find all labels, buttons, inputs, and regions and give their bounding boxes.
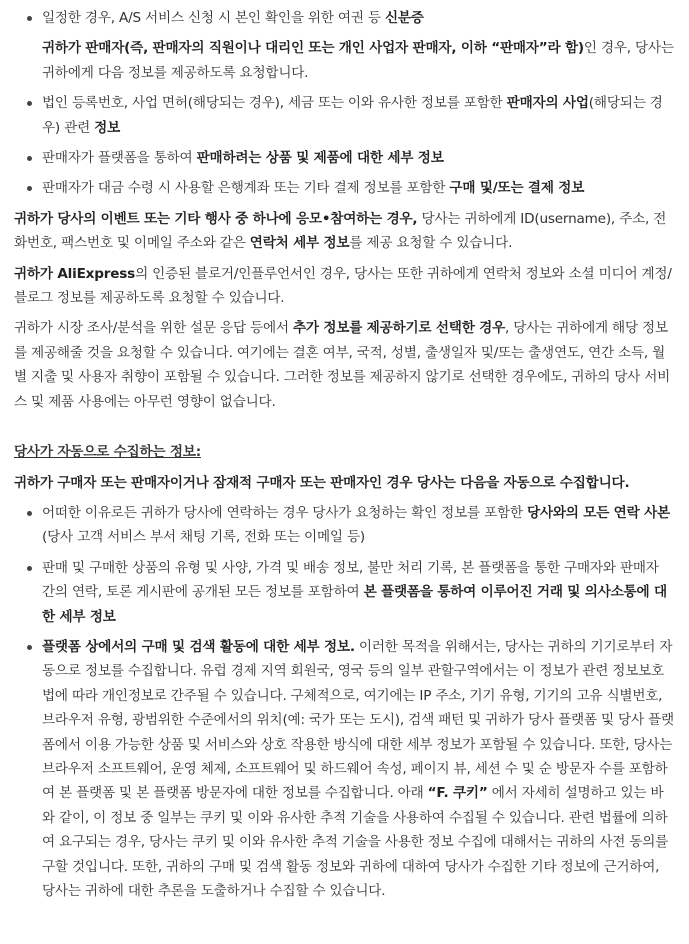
bullet-list-seller	[14, 91, 675, 201]
list-item: 판매자가 대금 수령 시 사용할 은행계좌 또는 기타 결제 정보를 포함한 구매 및/또는 결제 정보	[14, 176, 675, 200]
influencer-paragraph: 귀하가 AliExpress의 인증된 블로거/인플루언서인 경우, 당사는 또한 귀하에게 연락처 정보와 소셜 미디어 계정/블로그 정보를 제공하도록 요청할 수 있습니다.	[14, 265, 672, 307]
auto-intro-paragraph: 귀하가 구매자 또는 판매자이거나 잠재적 구매자 또는 판매자인 경우 당사는 다음을 자동으로 수집합니다.	[14, 474, 630, 491]
bullet-list-auto	[14, 501, 675, 904]
list-item: 판매자가 플랫폼을 통하여 판매하려는 상품 및 제품에 대한 세부 정보	[14, 146, 675, 170]
bullet-list-id	[14, 6, 675, 30]
bullet-dot-icon	[27, 645, 32, 650]
list-item: 법인 등록번호, 사업 면허(해당되는 경우), 세금 또는 이와 유사한 정보를 포함한 판매자의 사업(해당되는 경우) 관련 정보	[14, 91, 675, 140]
survey-paragraph: 귀하가 시장 조사/분석을 위한 설문 응답 등에서 추가 정보를 제공하기로 선택한 경우, 당사는 귀하에게 해당 정보를 제공해줄 것을 요청할 수 있습니다. 여기에는 결혼 여부, 국적, 성별, 출생일자 및/또는 출생연도, 연간 소득, 월별 지출 및 사용자 취향이 포함될 수 있습니다. 그러한 정보를 제공하지 않기로 선택한 경우에도, 귀하의 당사 서비스 및 제품 사용에는 아무런 영향이 없습니다.	[14, 320, 671, 410]
list-item: 어떠한 이유로든 귀하가 당사에 연락하는 경우 당사가 요청하는 확인 정보를 포함한 당사와의 모든 연락 사본(당사 고객 서비스 부서 채팅 기록, 전화 또는 이메일 등)	[14, 501, 675, 550]
bullet-dot-icon	[27, 186, 32, 191]
bullet-dot-icon	[27, 16, 32, 21]
bullet-dot-icon	[27, 101, 32, 106]
bullet-dot-icon	[27, 156, 32, 161]
bullet-dot-icon	[27, 511, 32, 516]
list-item: 일정한 경우, A/S 서비스 신청 시 본인 확인을 위한 여권 등 신분증	[14, 6, 675, 30]
list-item: 판매 및 구매한 상품의 유형 및 사양, 가격 및 배송 정보, 불만 처리 기록, 본 플랫폼을 통한 구매자와 판매자 간의 연락, 토론 게시판에 공개된 모든 정보를 포함하여 본 플랫폼을 통하여 이루어진 거래 및 의사소통에 대한 세부 정보	[14, 556, 675, 629]
event-paragraph: 귀하가 당사의 이벤트 또는 기타 행사 중 하나에 응모•참여하는 경우, 당사는 귀하에게 ID(username), 주소, 전화번호, 팩스번호 및 이메일 주소와 같은 연락처 세부 정보를 제공 요청할 수 있습니다.	[14, 210, 667, 252]
seller-intro-paragraph: 귀하가 판매자(즉, 판매자의 직원이나 대리인 또는 개인 사업자 판매자, 이하 “판매자”라 함)인 경우, 당사는 귀하에게 다음 정보를 제공하도록 요청합니다.	[42, 40, 674, 81]
list-item: 플랫폼 상에서의 구매 및 검색 활동에 대한 세부 정보. 이러한 목적을 위해서는, 당사는 귀하의 기기로부터 자동으로 정보를 수집합니다. 유럽 경제 지역 회원국, 영국 등의 일부 관할구역에서는 이 정보가 관련 정보보호법에 따라 개인정보로 간주될 수 있습니다. 구체적으로, 여기에는 IP 주소, 기기 유형, 기기의 고유 식별번호, 브라우저 유형, 광범위한 수준에서의 위치(예: 국가 또는 도시), 검색 패턴 및 귀하가 당사 플랫폼 및 당사 플랫폼에서 이용 가능한 상품 및 서비스와 상호 작용한 방식에 대한 세부 정보가 포함될 수 있습니다. 또한, 당사는 브라우저 소프트웨어, 운영 체제, 소프트웨어 및 하드웨어 속성, 페이지 뷰, 세션 수 및 순 방문자 수를 포함하여 본 플랫폼 및 본 플랫폼 방문자에 대한 정보를 수집합니다. 아래 “F. 쿠키” 에서 자세히 설명하고 있는 바와 같이, 이 정보 중 일부는 쿠키 및 이와 유사한 추적 기술을 사용하여 수집될 수 있습니다. 관련 법률에 의하여 요구되는 경우, 당사는 쿠키 및 이와 유사한 추적 기술을 사용한 정보 수집에 대해서는 귀하의 사전 동의를 구할 것입니다. 또한, 귀하의 구매 및 검색 활동 정보와 귀하에 대하여 당사가 수집한 기타 정보에 근거하여, 당사는 귀하에 대한 추론을 도출하거나 수집할 수 있습니다.	[14, 635, 675, 903]
section-heading: 당사가 자동으로 수집하는 정보:	[14, 444, 201, 461]
bullet-dot-icon	[27, 566, 32, 571]
